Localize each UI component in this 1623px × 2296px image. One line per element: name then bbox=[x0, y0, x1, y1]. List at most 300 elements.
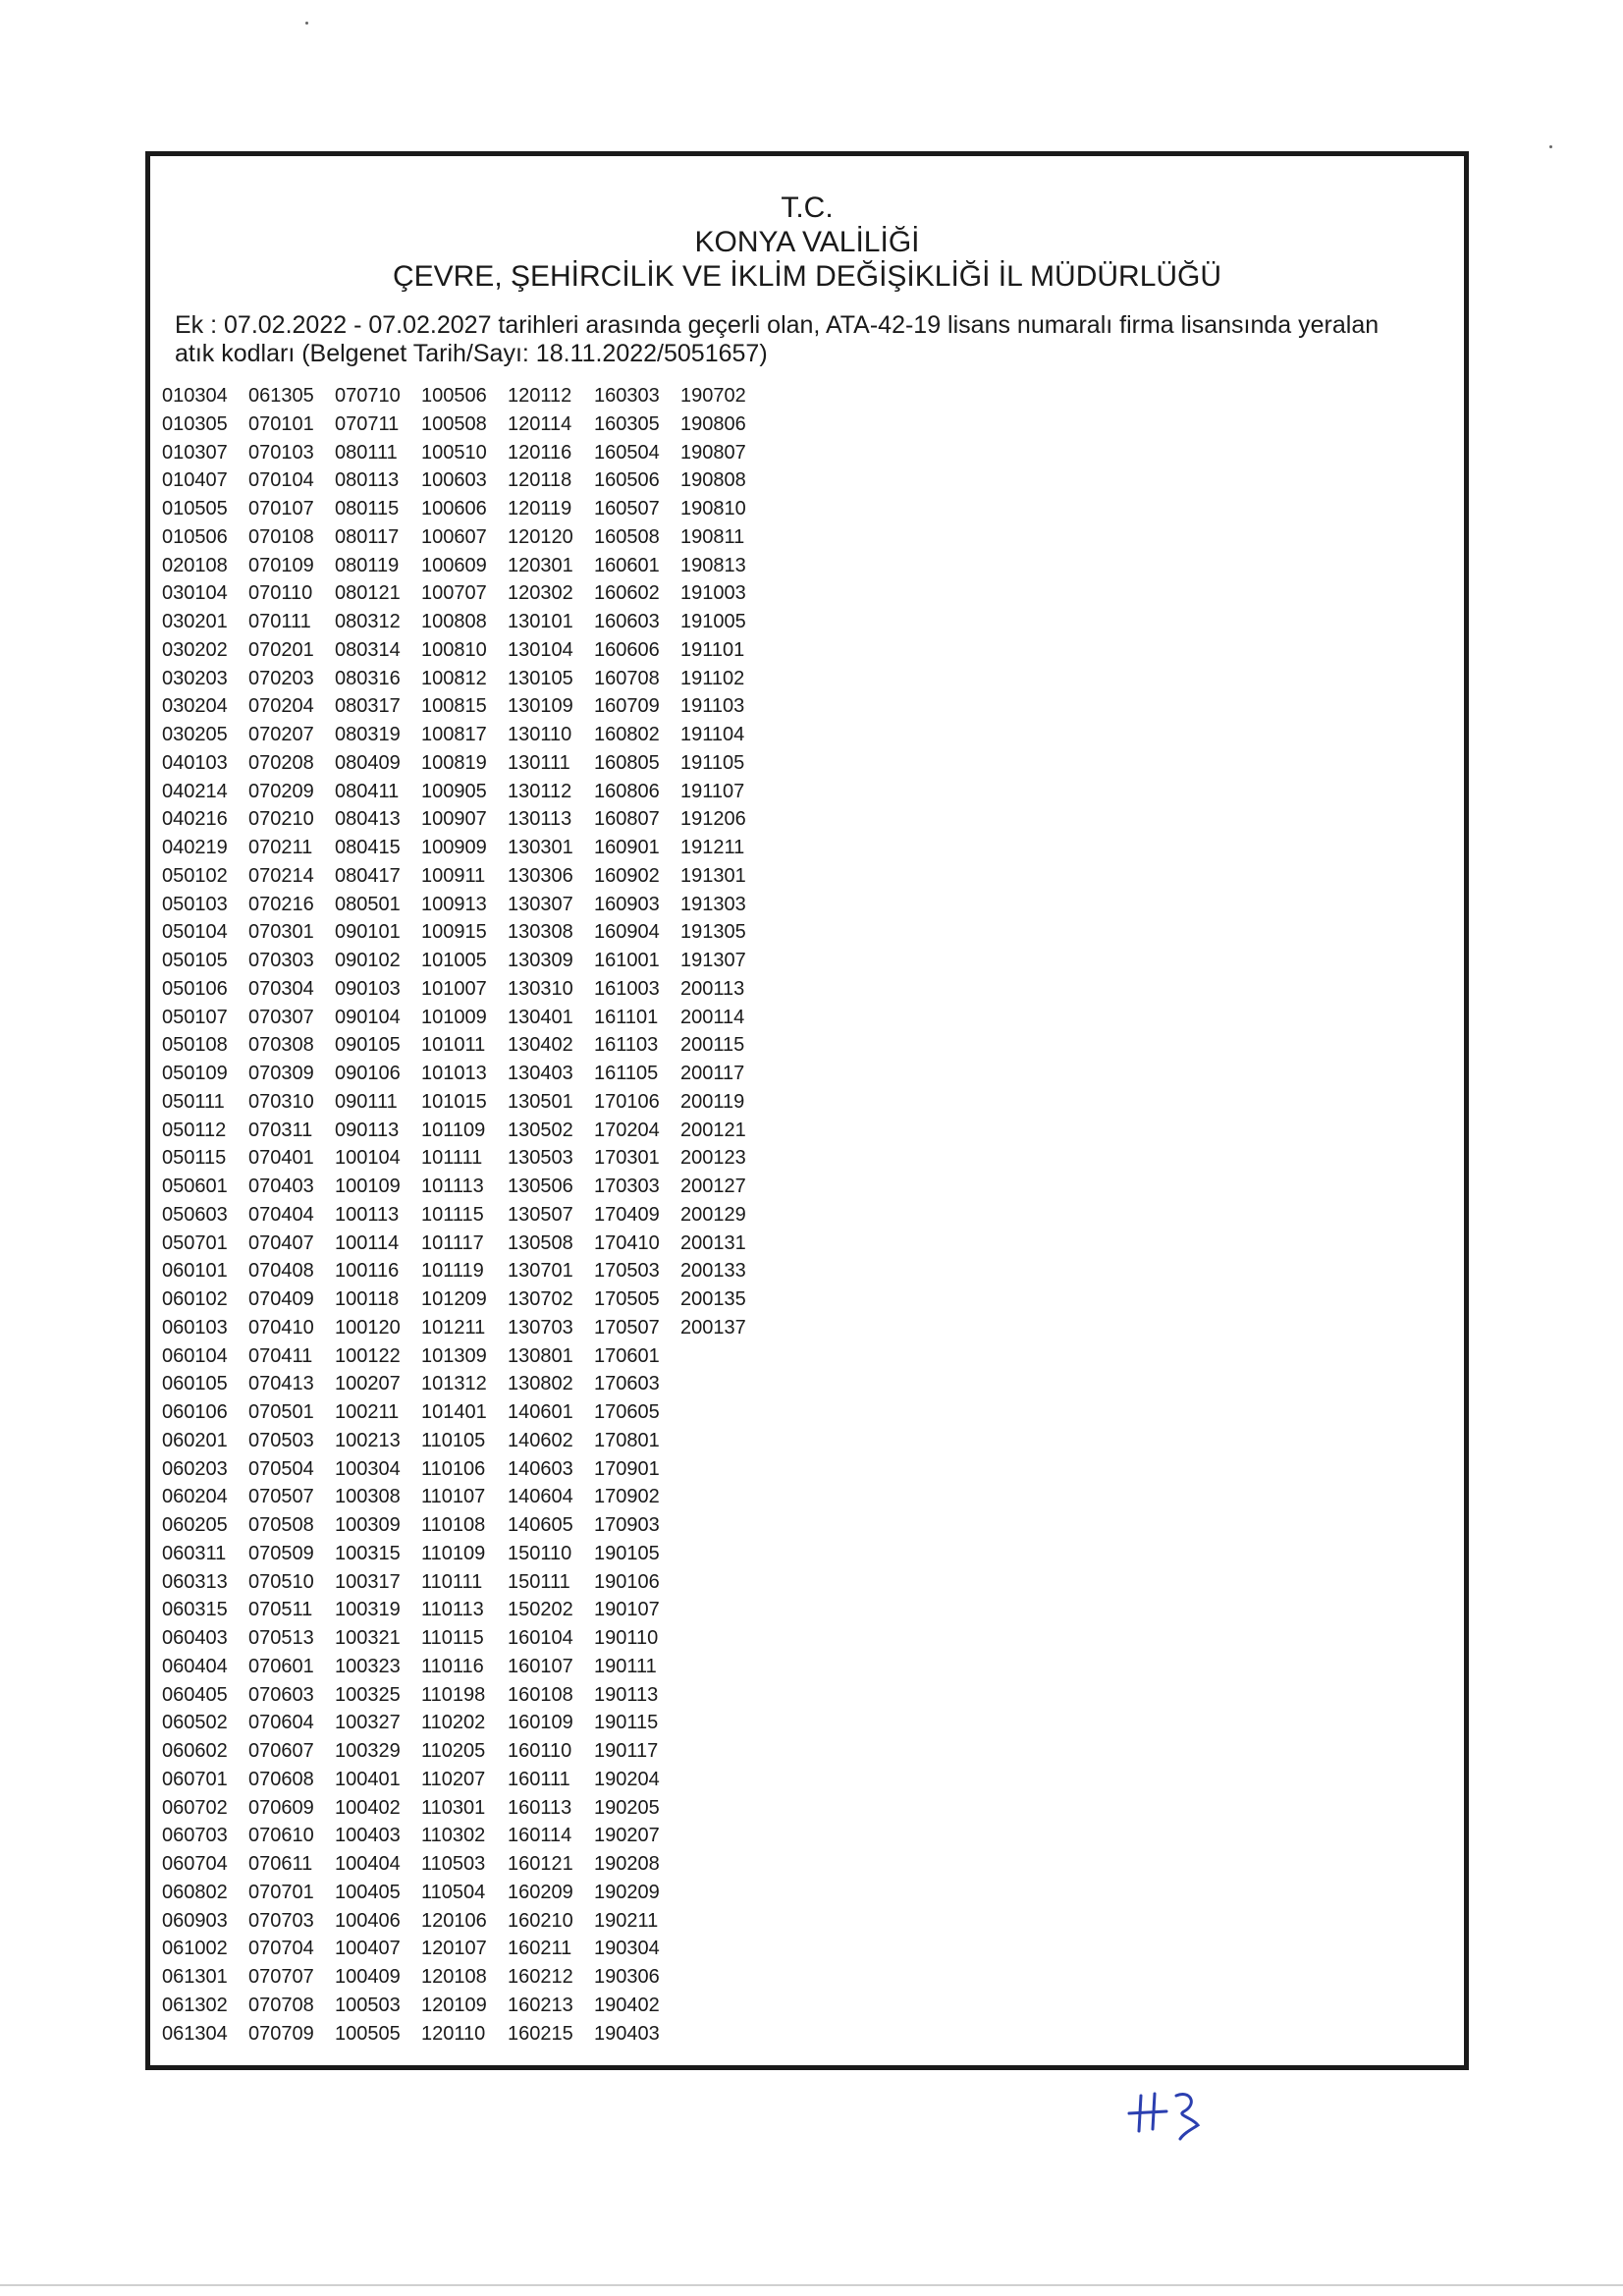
waste-code: 170801 bbox=[594, 1429, 660, 1451]
waste-code: 200121 bbox=[680, 1119, 746, 1141]
waste-code: 070309 bbox=[248, 1063, 314, 1084]
waste-code: 050106 bbox=[162, 977, 228, 1000]
waste-code: 080121 bbox=[335, 582, 401, 605]
waste-code: 060313 bbox=[162, 1570, 228, 1593]
waste-code: 161101 bbox=[594, 1006, 659, 1028]
waste-code: 191206 bbox=[680, 808, 746, 831]
waste-code: 200117 bbox=[680, 1063, 745, 1084]
waste-code: 070503 bbox=[248, 1429, 314, 1451]
waste-code: 160109 bbox=[508, 1712, 573, 1734]
waste-code: 100402 bbox=[335, 1796, 401, 1819]
waste-code: 191005 bbox=[680, 611, 746, 632]
waste-code: 190306 bbox=[594, 1966, 660, 1988]
waste-code: 130401 bbox=[508, 1006, 573, 1028]
scan-speck bbox=[1549, 145, 1552, 148]
waste-code: 161003 bbox=[594, 977, 660, 1000]
waste-code: 160305 bbox=[594, 412, 660, 435]
waste-code: 130112 bbox=[508, 780, 572, 802]
waste-code: 120106 bbox=[421, 1909, 487, 1932]
waste-code: 120301 bbox=[508, 554, 573, 576]
waste-code: 070501 bbox=[248, 1401, 314, 1423]
waste-code: 130104 bbox=[508, 638, 573, 661]
waste-code: 110207 bbox=[421, 1768, 486, 1790]
waste-code: 080317 bbox=[335, 695, 401, 718]
waste-code: 170106 bbox=[594, 1090, 660, 1113]
waste-code: 070301 bbox=[248, 921, 314, 944]
waste-code: 040216 bbox=[162, 808, 228, 831]
annex-line-1: Ek : 07.02.2022 - 07.02.2027 tarihleri arasında geçerli olan, ATA-42-19 lisans numaralı firma lisansında yeralan bbox=[175, 311, 1380, 339]
waste-code: 191107 bbox=[680, 780, 745, 802]
waste-code: 101009 bbox=[421, 1006, 487, 1028]
waste-code: 100808 bbox=[421, 611, 487, 632]
waste-code: 160108 bbox=[508, 1683, 573, 1706]
waste-code: 130110 bbox=[508, 724, 572, 745]
waste-code: 070511 bbox=[248, 1599, 313, 1621]
document-frame bbox=[145, 151, 1469, 2070]
waste-code: 060311 bbox=[162, 1542, 227, 1564]
waste-code: 140603 bbox=[508, 1457, 573, 1480]
waste-code: 190204 bbox=[594, 1768, 660, 1790]
waste-code: 130802 bbox=[508, 1373, 573, 1395]
waste-code: 080413 bbox=[335, 808, 401, 831]
waste-code: 070604 bbox=[248, 1712, 314, 1734]
waste-code: 090113 bbox=[335, 1119, 400, 1141]
waste-code: 080316 bbox=[335, 667, 401, 689]
waste-code: 110111 bbox=[421, 1570, 483, 1593]
waste-code: 130801 bbox=[508, 1344, 573, 1367]
waste-code: 100907 bbox=[421, 808, 487, 831]
waste-code: 160121 bbox=[508, 1853, 573, 1875]
waste-code: 070609 bbox=[248, 1796, 314, 1819]
waste-code: 101013 bbox=[421, 1063, 487, 1084]
waste-code: 100327 bbox=[335, 1712, 401, 1734]
waste-code: 070611 bbox=[248, 1853, 313, 1875]
waste-code: 100213 bbox=[335, 1429, 401, 1451]
waste-code: 190403 bbox=[594, 2022, 660, 2045]
waste-code: 120302 bbox=[508, 582, 573, 605]
waste-code: 100315 bbox=[335, 1542, 401, 1564]
waste-code: 160806 bbox=[594, 780, 660, 802]
waste-code: 170503 bbox=[594, 1260, 660, 1283]
waste-code: 070513 bbox=[248, 1627, 314, 1649]
waste-code: 070707 bbox=[248, 1966, 314, 1988]
waste-code: 061301 bbox=[162, 1966, 228, 1988]
waste-code: 190209 bbox=[594, 1881, 660, 1903]
waste-code: 160210 bbox=[508, 1909, 573, 1932]
waste-code: 060204 bbox=[162, 1486, 228, 1508]
waste-code: 190111 bbox=[594, 1655, 657, 1677]
waste-code: 200135 bbox=[680, 1288, 746, 1310]
waste-code: 080314 bbox=[335, 638, 401, 661]
waste-code: 070103 bbox=[248, 441, 314, 464]
waste-code: 160802 bbox=[594, 724, 660, 745]
waste-code: 110205 bbox=[421, 1740, 486, 1762]
waste-code: 060101 bbox=[162, 1260, 228, 1283]
waste-code: 101115 bbox=[421, 1203, 484, 1226]
waste-code: 110116 bbox=[421, 1655, 484, 1677]
waste-code: 050603 bbox=[162, 1203, 228, 1226]
waste-code: 200129 bbox=[680, 1203, 746, 1226]
waste-code: 100401 bbox=[335, 1768, 401, 1790]
waste-code: 100118 bbox=[335, 1288, 400, 1310]
waste-code: 110302 bbox=[421, 1825, 486, 1847]
waste-code: 130702 bbox=[508, 1288, 573, 1310]
waste-code: 140604 bbox=[508, 1486, 573, 1508]
waste-code: 050701 bbox=[162, 1231, 228, 1254]
waste-code: 110503 bbox=[421, 1853, 486, 1875]
waste-code: 100609 bbox=[421, 554, 487, 576]
waste-code: 100207 bbox=[335, 1373, 401, 1395]
waste-code: 050112 bbox=[162, 1119, 227, 1141]
waste-code: 070216 bbox=[248, 893, 314, 915]
waste-code: 101211 bbox=[421, 1316, 486, 1339]
waste-code: 070701 bbox=[248, 1881, 314, 1903]
annex-line-2: atık kodları (Belgenet Tarih/Sayı: 18.11.2022/5051657) bbox=[175, 340, 768, 367]
waste-code: 170301 bbox=[594, 1147, 660, 1170]
waste-code: 160215 bbox=[508, 2022, 573, 2045]
waste-code: 010307 bbox=[162, 441, 228, 464]
waste-code: 060203 bbox=[162, 1457, 228, 1480]
waste-code: 090106 bbox=[335, 1063, 401, 1084]
waste-code: 160211 bbox=[508, 1938, 572, 1960]
waste-code: 050103 bbox=[162, 893, 228, 915]
waste-code: 050601 bbox=[162, 1175, 228, 1197]
waste-code: 061002 bbox=[162, 1938, 228, 1960]
waste-code: 040103 bbox=[162, 751, 228, 774]
waste-code: 100503 bbox=[335, 1994, 401, 2016]
waste-code: 070209 bbox=[248, 780, 314, 802]
waste-code: 120112 bbox=[508, 385, 572, 407]
waste-code: 200127 bbox=[680, 1175, 746, 1197]
waste-code: 170601 bbox=[594, 1344, 660, 1367]
waste-code: 070708 bbox=[248, 1994, 314, 2016]
waste-code: 160110 bbox=[508, 1740, 572, 1762]
waste-code: 170903 bbox=[594, 1514, 660, 1536]
waste-code-table bbox=[162, 382, 771, 2051]
waste-code: 080411 bbox=[335, 780, 400, 802]
waste-code: 030202 bbox=[162, 638, 228, 661]
waste-code: 140605 bbox=[508, 1514, 573, 1536]
waste-code: 190115 bbox=[594, 1712, 659, 1734]
waste-code: 070601 bbox=[248, 1655, 314, 1677]
waste-code: 130105 bbox=[508, 667, 573, 689]
waste-code: 120108 bbox=[421, 1966, 487, 1988]
waste-code: 130310 bbox=[508, 977, 573, 1000]
waste-code: 160904 bbox=[594, 921, 660, 944]
waste-code: 070111 bbox=[248, 611, 311, 632]
waste-code: 130101 bbox=[508, 611, 573, 632]
waste-code: 030204 bbox=[162, 695, 228, 718]
header-directorate: ÇEVRE, ŞEHİRCİLİK VE İKLİM DEĞİŞİKLİĞİ İL MÜDÜRLÜĞÜ bbox=[392, 260, 1222, 293]
waste-code: 160104 bbox=[508, 1627, 573, 1649]
waste-code: 070203 bbox=[248, 667, 314, 689]
waste-code: 061302 bbox=[162, 1994, 228, 2016]
waste-code: 130113 bbox=[508, 808, 572, 831]
waste-code: 100606 bbox=[421, 498, 487, 519]
waste-code: 070610 bbox=[248, 1825, 314, 1847]
waste-code: 191105 bbox=[680, 751, 745, 774]
waste-code: 100122 bbox=[335, 1344, 401, 1367]
waste-code: 190208 bbox=[594, 1853, 660, 1875]
waste-code: 061305 bbox=[248, 385, 314, 407]
waste-code: 130402 bbox=[508, 1034, 573, 1057]
waste-code: 190105 bbox=[594, 1542, 660, 1564]
waste-code: 190811 bbox=[680, 525, 745, 548]
waste-code: 050109 bbox=[162, 1063, 228, 1084]
waste-code: 161105 bbox=[594, 1063, 659, 1084]
waste-code: 070403 bbox=[248, 1175, 314, 1197]
waste-code: 191101 bbox=[680, 638, 745, 661]
waste-code: 060404 bbox=[162, 1655, 228, 1677]
waste-code: 190207 bbox=[594, 1825, 660, 1847]
waste-code: 110115 bbox=[421, 1627, 484, 1649]
waste-code: 190304 bbox=[594, 1938, 660, 1960]
waste-code: 070107 bbox=[248, 498, 314, 519]
code-column bbox=[162, 382, 248, 2048]
waste-code: 070704 bbox=[248, 1938, 314, 1960]
waste-code: 130109 bbox=[508, 695, 573, 718]
waste-code: 070710 bbox=[335, 385, 401, 407]
waste-code: 100114 bbox=[335, 1231, 400, 1254]
waste-code: 160212 bbox=[508, 1966, 573, 1988]
waste-code: 190813 bbox=[680, 554, 746, 576]
waste-code: 070101 bbox=[248, 412, 314, 435]
waste-code: 110105 bbox=[421, 1429, 486, 1451]
waste-code: 010304 bbox=[162, 385, 228, 407]
waste-code: 100603 bbox=[421, 469, 487, 492]
waste-code: 130506 bbox=[508, 1175, 573, 1197]
waste-code: 100113 bbox=[335, 1203, 400, 1226]
waste-code: 120107 bbox=[421, 1938, 487, 1960]
waste-code: 170303 bbox=[594, 1175, 660, 1197]
waste-code: 100321 bbox=[335, 1627, 401, 1649]
code-column bbox=[421, 382, 508, 2048]
waste-code: 070109 bbox=[248, 554, 314, 576]
waste-code: 070401 bbox=[248, 1147, 314, 1170]
waste-code: 080319 bbox=[335, 724, 401, 745]
waste-code: 070108 bbox=[248, 525, 314, 548]
waste-code: 100406 bbox=[335, 1909, 401, 1932]
waste-code: 161001 bbox=[594, 950, 660, 971]
waste-code: 100211 bbox=[335, 1401, 400, 1423]
waste-code: 060802 bbox=[162, 1881, 228, 1903]
waste-code: 060903 bbox=[162, 1909, 228, 1932]
waste-code: 070204 bbox=[248, 695, 314, 718]
waste-code: 100505 bbox=[335, 2022, 401, 2045]
header-governorship: KONYA VALİLİĞİ bbox=[694, 226, 920, 258]
waste-code: 070210 bbox=[248, 808, 314, 831]
waste-code: 070409 bbox=[248, 1288, 314, 1310]
waste-code: 200114 bbox=[680, 1006, 745, 1028]
waste-code: 130703 bbox=[508, 1316, 573, 1339]
waste-code: 190402 bbox=[594, 1994, 660, 2016]
waste-code: 191301 bbox=[680, 864, 746, 887]
waste-code: 100508 bbox=[421, 412, 487, 435]
waste-code: 190702 bbox=[680, 385, 746, 407]
waste-code: 200119 bbox=[680, 1090, 745, 1113]
waste-code: 100317 bbox=[335, 1570, 401, 1593]
waste-code: 130307 bbox=[508, 893, 573, 915]
waste-code: 100309 bbox=[335, 1514, 401, 1536]
waste-code: 170901 bbox=[594, 1457, 660, 1480]
waste-code: 190808 bbox=[680, 469, 746, 492]
waste-code: 070311 bbox=[248, 1119, 313, 1141]
waste-code: 070703 bbox=[248, 1909, 314, 1932]
waste-code: 070104 bbox=[248, 469, 314, 492]
waste-code: 100120 bbox=[335, 1316, 401, 1339]
waste-code: 160805 bbox=[594, 751, 660, 774]
waste-code: 100109 bbox=[335, 1175, 401, 1197]
waste-code: 020108 bbox=[162, 554, 228, 576]
waste-code: 160114 bbox=[508, 1825, 572, 1847]
waste-code: 170204 bbox=[594, 1119, 660, 1141]
waste-code: 050108 bbox=[162, 1034, 228, 1057]
waste-code: 090103 bbox=[335, 977, 401, 1000]
waste-code: 101401 bbox=[421, 1401, 487, 1423]
waste-code: 170603 bbox=[594, 1373, 660, 1395]
waste-code: 170410 bbox=[594, 1231, 660, 1254]
waste-code: 080312 bbox=[335, 611, 401, 632]
waste-code: 050104 bbox=[162, 921, 228, 944]
waste-code: 110109 bbox=[421, 1542, 486, 1564]
waste-code: 130502 bbox=[508, 1119, 573, 1141]
waste-code: 130501 bbox=[508, 1090, 573, 1113]
waste-code: 080119 bbox=[335, 554, 400, 576]
waste-code: 050107 bbox=[162, 1006, 228, 1028]
waste-code: 100810 bbox=[421, 638, 487, 661]
waste-code: 161103 bbox=[594, 1034, 659, 1057]
waste-code: 120110 bbox=[421, 2022, 486, 2045]
waste-code: 191305 bbox=[680, 921, 746, 944]
waste-code: 070404 bbox=[248, 1203, 314, 1226]
waste-code: 101312 bbox=[421, 1373, 487, 1395]
waste-code: 130503 bbox=[508, 1147, 573, 1170]
waste-code: 060701 bbox=[162, 1768, 228, 1790]
waste-code: 070310 bbox=[248, 1090, 314, 1113]
waste-code: 191307 bbox=[680, 950, 746, 971]
waste-code: 070507 bbox=[248, 1486, 314, 1508]
waste-code: 160508 bbox=[594, 525, 660, 548]
waste-code: 130701 bbox=[508, 1260, 573, 1283]
waste-code: 101011 bbox=[421, 1034, 486, 1057]
waste-code: 101113 bbox=[421, 1175, 484, 1197]
waste-code: 070413 bbox=[248, 1373, 314, 1395]
code-column bbox=[594, 382, 680, 2048]
waste-code: 100607 bbox=[421, 525, 487, 548]
waste-code: 100407 bbox=[335, 1938, 401, 1960]
waste-code: 100403 bbox=[335, 1825, 401, 1847]
code-column bbox=[248, 382, 335, 2048]
waste-code: 010407 bbox=[162, 469, 228, 492]
waste-code: 080111 bbox=[335, 441, 398, 464]
waste-code: 120114 bbox=[508, 412, 572, 435]
waste-code: 120118 bbox=[508, 469, 572, 492]
waste-code: 190211 bbox=[594, 1909, 659, 1932]
header-tc: T.C. bbox=[781, 191, 834, 224]
waste-code: 110107 bbox=[421, 1486, 486, 1508]
waste-code: 140601 bbox=[508, 1401, 573, 1423]
waste-code: 190810 bbox=[680, 498, 746, 519]
waste-code: 100909 bbox=[421, 837, 487, 858]
waste-code: 200133 bbox=[680, 1260, 746, 1283]
waste-code: 101309 bbox=[421, 1344, 487, 1367]
page-bottom-edge bbox=[0, 2284, 1623, 2286]
scan-speck bbox=[305, 22, 308, 25]
waste-code: 160506 bbox=[594, 469, 660, 492]
waste-code: 191103 bbox=[680, 695, 745, 718]
waste-code: 100913 bbox=[421, 893, 487, 915]
waste-code: 070304 bbox=[248, 977, 314, 1000]
handwritten-mark bbox=[1119, 2082, 1227, 2141]
waste-code: 190106 bbox=[594, 1570, 660, 1593]
waste-code: 060102 bbox=[162, 1288, 228, 1310]
waste-code: 100323 bbox=[335, 1655, 401, 1677]
waste-code: 030201 bbox=[162, 611, 228, 632]
waste-code: 030203 bbox=[162, 667, 228, 689]
waste-code: 100329 bbox=[335, 1740, 401, 1762]
waste-code: 190117 bbox=[594, 1740, 659, 1762]
waste-code: 100510 bbox=[421, 441, 487, 464]
waste-code: 110106 bbox=[421, 1457, 486, 1480]
waste-code: 070509 bbox=[248, 1542, 314, 1564]
waste-code: 110202 bbox=[421, 1712, 486, 1734]
waste-code: 100707 bbox=[421, 582, 487, 605]
waste-code: 160606 bbox=[594, 638, 660, 661]
waste-code: 050115 bbox=[162, 1147, 227, 1170]
waste-code: 160708 bbox=[594, 667, 660, 689]
waste-code: 120116 bbox=[508, 441, 572, 464]
waste-code: 080415 bbox=[335, 837, 401, 858]
waste-code: 100815 bbox=[421, 695, 487, 718]
waste-code: 070110 bbox=[248, 582, 313, 605]
waste-code: 060205 bbox=[162, 1514, 228, 1536]
waste-code: 070207 bbox=[248, 724, 314, 745]
waste-code: 190205 bbox=[594, 1796, 660, 1819]
waste-code: 170505 bbox=[594, 1288, 660, 1310]
waste-code: 200115 bbox=[680, 1034, 745, 1057]
waste-code: 200123 bbox=[680, 1147, 746, 1170]
waste-code: 120120 bbox=[508, 525, 573, 548]
waste-code: 070504 bbox=[248, 1457, 314, 1480]
waste-code: 100915 bbox=[421, 921, 487, 944]
waste-code: 060315 bbox=[162, 1599, 228, 1621]
waste-code: 060403 bbox=[162, 1627, 228, 1649]
waste-code: 070407 bbox=[248, 1231, 314, 1254]
waste-code: 170507 bbox=[594, 1316, 660, 1339]
waste-code: 070607 bbox=[248, 1740, 314, 1762]
waste-code: 160113 bbox=[508, 1796, 572, 1819]
waste-code: 191104 bbox=[680, 724, 745, 745]
waste-code: 070201 bbox=[248, 638, 314, 661]
waste-code: 080409 bbox=[335, 751, 401, 774]
waste-code: 150202 bbox=[508, 1599, 573, 1621]
waste-code: 070603 bbox=[248, 1683, 314, 1706]
waste-code: 160903 bbox=[594, 893, 660, 915]
waste-code: 160603 bbox=[594, 611, 660, 632]
waste-code: 200137 bbox=[680, 1316, 746, 1339]
waste-code: 130306 bbox=[508, 864, 573, 887]
waste-code: 160111 bbox=[508, 1768, 570, 1790]
waste-code: 070508 bbox=[248, 1514, 314, 1536]
waste-code: 160709 bbox=[594, 695, 660, 718]
waste-code: 101111 bbox=[421, 1147, 483, 1170]
waste-code: 170605 bbox=[594, 1401, 660, 1423]
waste-code: 060703 bbox=[162, 1825, 228, 1847]
waste-code: 080117 bbox=[335, 525, 400, 548]
waste-code: 120109 bbox=[421, 1994, 487, 2016]
waste-code: 160902 bbox=[594, 864, 660, 887]
waste-code: 070408 bbox=[248, 1260, 314, 1283]
